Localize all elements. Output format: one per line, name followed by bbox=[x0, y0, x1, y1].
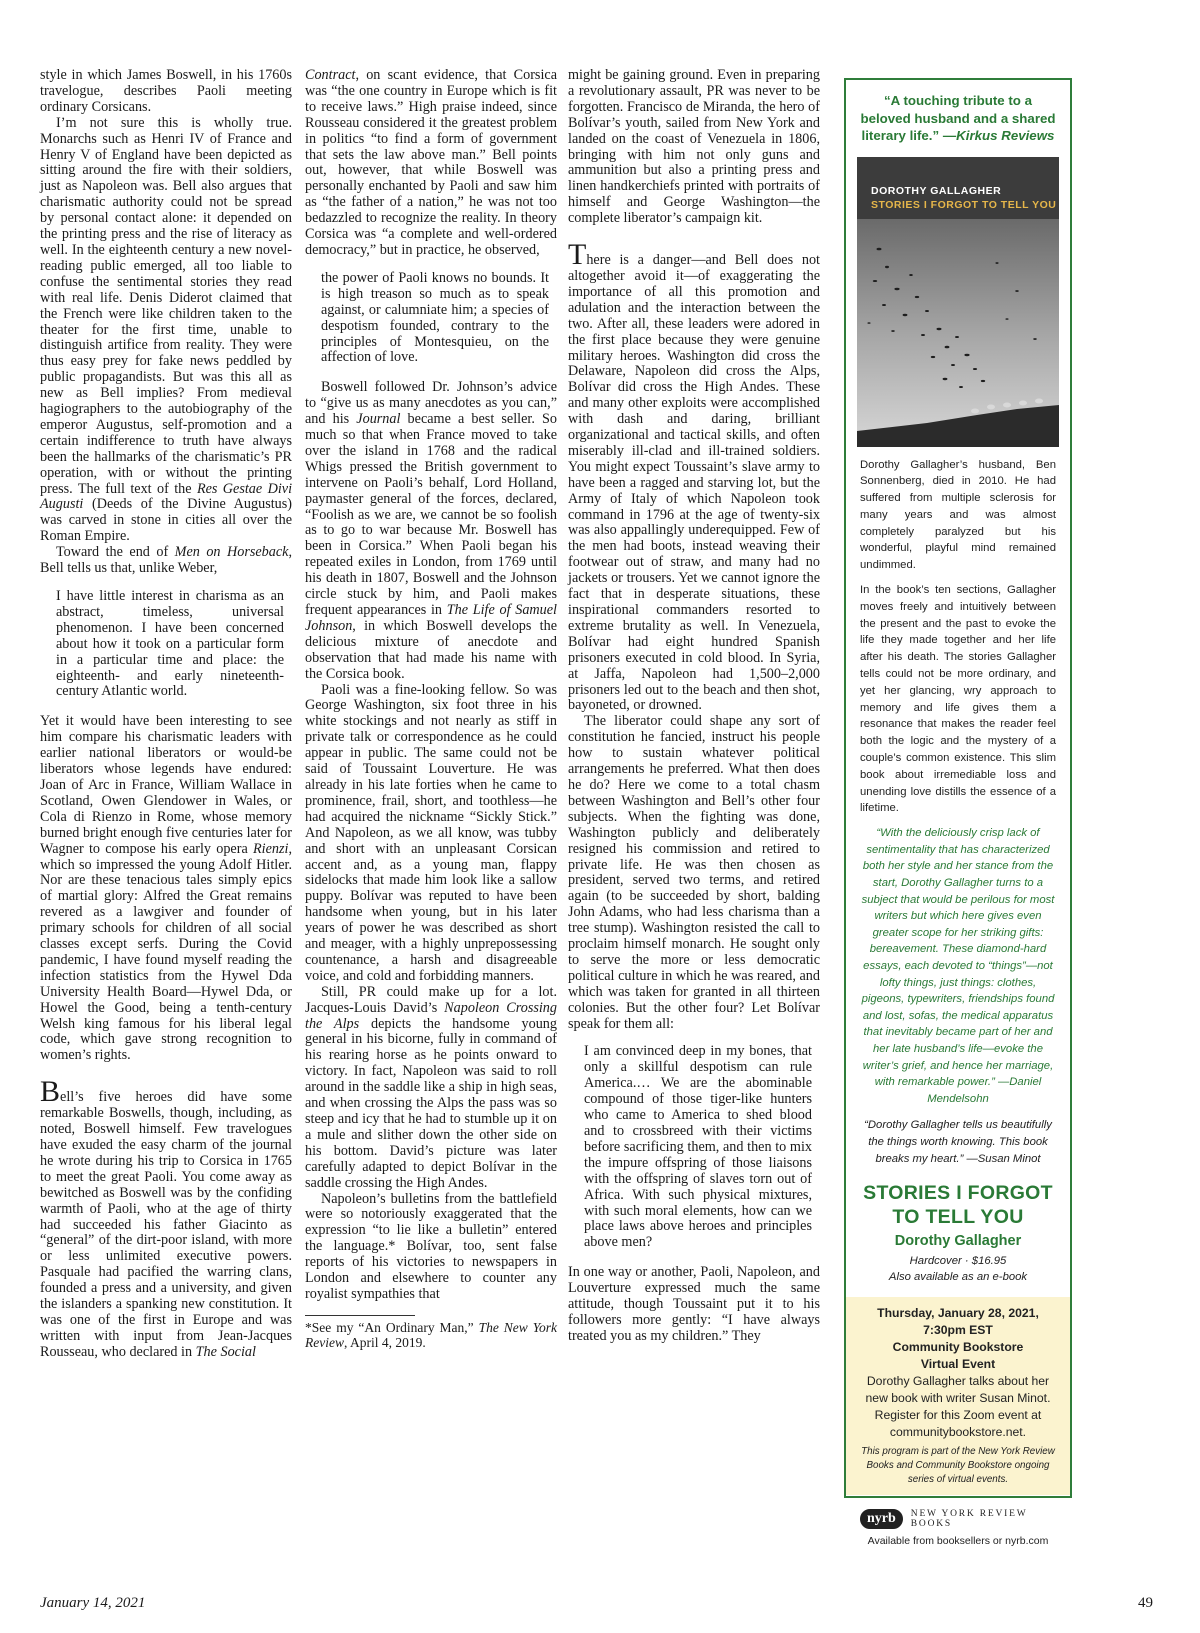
block-quote bbox=[321, 271, 549, 366]
text-run: , which so impressed the young Adolf Hitler. Nor are these tenacious tales simply epics of martial glory: Alfred the Great remains revered as a lawgiver and founder of primary schools for children of all social classes except serfs. During the Covid pandemic, I have found myself reading the infection statistics from the Hywel Dda University Health Board—Hywel Dda, or Howel the Good, being a tenth-century Welsh king famous for his liberal legal code, which gave strong recognition to women’s rights. bbox=[40, 840, 292, 1064]
ad-description bbox=[860, 457, 1056, 818]
quote-text: I have little interest in charisma as an abstract, timeless, universal phenomenon. I have been concerned about how it took on a particular form in a particular time and place: the eighteenth- and early nineteenth-century Atlantic world. bbox=[56, 588, 284, 700]
nyrb-logo-icon: nyrb bbox=[860, 1509, 903, 1529]
paragraph bbox=[305, 68, 557, 259]
ad-blurb bbox=[858, 92, 1058, 145]
footnote-divider bbox=[305, 1315, 415, 1316]
paragraph bbox=[40, 714, 292, 1064]
text-run: Still, PR could make up for a lot. Jacques-Louis David’s bbox=[305, 983, 557, 1016]
italic-title: The New York Review bbox=[305, 1319, 557, 1350]
text-run: , on scant evidence, that Corsica was “the one country in Europe which is fit to receive laws.” High praise indeed, since Rousseau considered it the greatest problem in politics “to find a form of government that sets the law above man.” Bell points out, however, that while Boswell was personally enchanted by Paoli and saw him as “the father of a nation,” he was not too bedazzled to recognize the reality. In theory Corsica was “a complete and well-ordered democracy,” but in practice, he observed, bbox=[305, 67, 557, 258]
text-run: Yet it would have been interesting to see him compare his charismatic leaders with earlier national liberators or would-be liberators whose legends have endured: Joan of Arc in France, William Wallace in Scotland, Owen Glendower in Wales, or Cola di Rienzo in Rome, whose memory burned bright enough five centuries later for Wagner to compose his early opera bbox=[40, 713, 292, 857]
paragraph: Napoleon’s bulletins from the battlefield were so notoriously exaggerated that the expression “to lie like a bulletin” entered the language.* Bolívar, too, sent false reports of his victories to newspapers in London and elsewhere to counter any royalist sympathies that bbox=[305, 1190, 557, 1302]
paragraph: Paoli was a fine-looking fellow. So was George Washington, six foot three in his white stockings and not nearly as stiff in private talk or correspondence as he could appear in public. The same could not be said of Toussaint Louverture. He was already in his late forties when he came to prominence, frail, short, and toothless—he had acquired the nickname “Sickly Stick.” And Napoleon, as we all know, was tubby and short with an unpleasant Corsican accent and, as a young man, flappy sidelocks that made him look like a sallow puppy. Bolívar was reputed to have been handsome when young, but in his later years of power he was described as short and meager, with a highly unprepossessing countenance, a harsh and disagreeable voice, and cold and forbidding manners. bbox=[305, 681, 557, 984]
availability-text: Available from booksellers or nyrb.com bbox=[867, 1535, 1049, 1548]
text-run: (Deeds of the Divine Augustus) was carved in stone in cities all over the Roman Empire. bbox=[40, 496, 292, 545]
paragraph bbox=[568, 238, 820, 714]
event-venue: Community Bookstore bbox=[892, 1340, 1024, 1355]
article-column-2 bbox=[305, 68, 557, 1350]
text-run: depicts the handsome young general in his bicorne, fully in command of his rearing horse as he points onward to victory. In fact, Napoleon was said to roll around in the saddle like a ship in high seas, and when crossing the Alps the pass was so steep and icy that he had to stumble up it on a mule and slither down the other side on his bottom. David’s picture was later carefully adapted to depict Bolívar in the saddle crossing the High Andes. bbox=[305, 1015, 557, 1191]
review-minot: “Dorothy Gallagher tells us beautifully the things worth knowing. This book breaks my heart.” —Susan Minot bbox=[864, 1119, 1052, 1165]
ad-price bbox=[846, 1253, 1070, 1285]
blurb-text: “A touching tribute to a beloved husband and a shared literary life.” — bbox=[860, 93, 1056, 143]
text-run: here is a danger—and Bell does not altogether avoid it—of exaggerating the importance of all this promotion and adulation and the interaction between the two. After all, these leaders were adored in the first place because they were genuine military heroes. Washington did cross the Delaware, Napoleon did cross the Alps, Bolívar did cross the High Andes. These and many other exploits were accomplished with dash and daring, brilliant organizational and tactical skills, and often miserably ill-clad and ill-trained soldiers. You might expect Toussaint’s slave army to have been a ragged and starving lot, but the Army of Italy of which Napoleon took command in 1796 at the age of twenty-six was also appallingly underequipped. Few of the men had boots, instead weaving their footwear out of straw, and many had no jackets or trousers. Yet we cannot ignore the fact that in desperate situations, these inspirational commanders resorted to extreme brutality as well. In Venezuela, Bolívar had eight hundred Spanish prisoners executed in cold blood. In Syria, at Jaffa, Napoleon had 1,500–2,000 prisoners led out to the beach and then shot, bayoneted, or drowned. bbox=[568, 252, 820, 714]
review-mendelsohn: “With the deliciously crisp lack of sentimentality that has characterized both her style and her stance from the start, Dorothy Gallagher turns to a subject that would be perilous for most writers but which here gives even greater scope for her striking gifts: bereavement. These diamond-hard essays, each devoted to “things”—not lofty things, just things: clothes, pigeons, typewriters, friendships found and lost, sofas, the medical apparatus that inevitably became part of her and her late husband’s life—evoke the writer’s grief, and hence her marriage, with remarkable power.” —Daniel Mendelsohn bbox=[861, 827, 1055, 1105]
issue-date: January 14, 2021 bbox=[40, 1595, 146, 1611]
text-run: ell’s five heroes did have some remarkable Boswells, though, including, as noted, Boswell himself. Few travelogues have exuded the easy charm of the journal he wrote during his trip to Corsica in 1765 to meet the great Paoli. You come away as bewitched as Boswell was by the confiding warmth of Paoli, who at the age of thirty had succeeded his father Giacinto as “general” of the dirt-poor island, with more or less unlimited executive powers. Pasquale had pacified the warring clans, founded a press and a university, and given the islanders a spanking new constitution. It was one of the first in Europe and was written with input from Jean-Jacques Rousseau, who declared in bbox=[40, 1089, 292, 1360]
text-run: Toward the end of bbox=[56, 544, 175, 561]
blurb-source: Kirkus Reviews bbox=[956, 128, 1055, 143]
italic-title: Napoleon Crossing the Alps bbox=[305, 999, 557, 1032]
text-run: , in which Boswell develops the delicious mixture of anecdote and observation that had made his name with the Corsica book. bbox=[305, 617, 557, 682]
event-note: This program is part of the New York Review Books and Community Bookstore ongoing series of virtual events. bbox=[861, 1446, 1055, 1486]
drop-cap: T bbox=[568, 238, 587, 272]
block-quote bbox=[56, 589, 284, 700]
description-paragraph: Dorothy Gallagher’s husband, Ben Sonnenberg, died in 2010. He had suffered from multiple sclerosis for many years and was almost completely paralyzed but his wonderful, playful mind remained undimmed. bbox=[860, 458, 1056, 572]
cover-title: STORIES I FORGOT TO TELL YOU bbox=[871, 198, 1057, 211]
footnote bbox=[305, 1320, 557, 1350]
italic-title: Rienzi bbox=[252, 840, 289, 857]
paragraph: In one way or another, Paoli, Napoleon, and Louverture expressed much the same attitude, though Toussaint put it to his followers more gently: “I have always treated you as my children.” They bbox=[568, 1264, 820, 1344]
paragraph bbox=[40, 1075, 292, 1360]
event-box bbox=[846, 1297, 1070, 1495]
publisher-name: NEW YORK REVIEW BOOKS bbox=[910, 1509, 1028, 1530]
ebook-note: Also available as an e-book bbox=[888, 1271, 1028, 1284]
ad-book-title: STORIES I FORGOT TO TELL YOU bbox=[863, 1182, 1053, 1229]
paragraph bbox=[305, 985, 557, 1192]
italic-title: The Life of Samuel Johnson bbox=[305, 602, 557, 634]
cover-author: DOROTHY GALLAGHER bbox=[871, 184, 1002, 197]
event-description: Dorothy Gallagher talks about her new book with writer Susan Minot. Register for this Zoom event at communitybookstore.net. bbox=[865, 1374, 1051, 1440]
ad-book-author: Dorothy Gallagher bbox=[894, 1233, 1022, 1250]
paragraph: style in which James Boswell, in his 1760s travelogue, describes Paoli meeting ordinary Corsicans. bbox=[40, 67, 292, 115]
text-run: *See my “An Ordinary Man,” bbox=[305, 1319, 479, 1335]
article-column-3 bbox=[568, 68, 820, 1345]
italic-title: Journal bbox=[356, 411, 401, 428]
text-run: , Bell tells us that, unlike Weber, bbox=[40, 544, 293, 577]
publisher-logo bbox=[860, 1509, 1070, 1529]
price-text: Hardcover · $16.95 bbox=[909, 1255, 1007, 1268]
book-advertisement bbox=[844, 78, 1072, 1548]
article-column-1 bbox=[40, 68, 292, 1361]
event-date: Thursday, January 28, 2021, 7:30pm EST bbox=[877, 1306, 1039, 1338]
quote-text: I am convinced deep in my bones, that only a skillful despotism can rule America.… We are the abominable compound of those tiger-like hunters who came to America to shed blood and to crossbreed with their victims before sacrificing them, and then to mix the impure offspring of those liaisons with the offspring of slaves torn out of Africa. With such physical mixtures, with such moral elements, how can we place laws above heroes and principles above men? bbox=[584, 1043, 812, 1251]
paragraph: might be gaining ground. Even in preparing a revolutionary assault, PR was never to be forgotten. Francisco de Miranda, the hero of Bolívar’s youth, sailed from New York and landed on the coast of Venezuela in 1806, bringing with him not only guns and ammunition but also a printing press and linen handkerchiefs printed with portraits of himself and George Washington—the complete liberator’s campaign kit. bbox=[568, 67, 820, 227]
book-cover-image bbox=[857, 157, 1059, 447]
pigeons-photo bbox=[857, 219, 1059, 447]
paragraph bbox=[40, 545, 292, 577]
paragraph bbox=[305, 380, 557, 682]
italic-title: Men on Horseback bbox=[174, 544, 289, 561]
drop-cap: B bbox=[40, 1075, 61, 1109]
text-run: I’m not sure this is wholly true. Monarchs such as Henri IV of France and Henry V of England have been depicted as sitting around the fire with their soldiers, just as Napoleon was. Bell also argues that charismatic authority could not be spread by personal contact alone: it depended on the printing press and the rise of literacy as well. In the eighteenth century a new novel-reading public emerged, all too liable to confuse the sentimental stories they read with real life. Denis Diderot claimed that the French were like children taken to the theater for the first time, unable to distinguish artifice from reality. They were thus easy prey for fake news peddled by public propagandists. But was this all as new as Bell implies? From medieval hagiographers to the autobiography of the emperor Augustus, self-promotion and a certain indifference to truth have always been the hallmarks of the charismatic’s PR operation, with or without the printing press. The full text of the bbox=[40, 114, 292, 497]
italic-title: The Social bbox=[195, 1343, 256, 1360]
text-run: , April 4, 2019. bbox=[343, 1334, 426, 1350]
paragraph bbox=[40, 116, 292, 545]
text-run: Boswell followed Dr. Johnson’s advice to “give us as many anecdotes as you can,” and his bbox=[305, 379, 557, 428]
italic-title: Contract bbox=[305, 67, 356, 83]
paragraph: The liberator could shape any sort of constitution he fancied, instruct his people how to sustain whatever political arrangements he preferred. What then does he do? Here we come to a total chasm between Washington and Bell’s other four subjects. When the fighting was done, Washington publicly and deliberately resigned his commission and retired to private life. He was then chosen as president, served two terms, and retired again (to be succeeded by short, balding John Adams, who had less charisma than a tree stump). Washington resisted the call to proclaim himself monarch. He sought only to serve the more or less democratic political culture in which he was reared, and which was taken for granted in all thirteen colonies. But the other four? Let Bolívar speak for them all: bbox=[568, 713, 820, 1032]
quote-text: the power of Paoli knows no bounds. It is high treason so much as to speak against, or calumniate him; a species of despotism founded, contrary to the principles of Montesquieu, on the affection of love. bbox=[321, 269, 549, 366]
description-paragraph: In the book’s ten sections, Gallagher moves freely and intuitively between the present and the past to evoke the life they made together and her life after his death. The stories Gallagher tells could not be more ordinary, and yet her glancing, wry approach to memory and life gives them a resonance that makes the reader feel both the logic and the mystery of a couple’s common existence. This slim book about irremediable loss and unending love distills the essence of a lifetime. bbox=[860, 584, 1056, 815]
block-quote bbox=[584, 1044, 812, 1251]
italic-title: Res Gestae Divi Augusti bbox=[40, 480, 293, 513]
event-type: Virtual Event bbox=[920, 1357, 996, 1372]
page-number: 49 bbox=[1138, 1595, 1153, 1611]
text-run: became a best seller. So much so that when France moved to take over the island in 1768 and the radical Whigs pressed the British government to intervene on Paoli’s behalf, Lord Holland, paymaster general of the forces, declared, “Foolish as we are, we cannot be so foolish as to go to war because Mr. Boswell has been in Corsica.” When Paoli began his repeated exiles in London, from 1769 until his death in 1807, Boswell and the Johnson circle stuck by him, and Paoli makes frequent appearances in bbox=[305, 411, 557, 618]
